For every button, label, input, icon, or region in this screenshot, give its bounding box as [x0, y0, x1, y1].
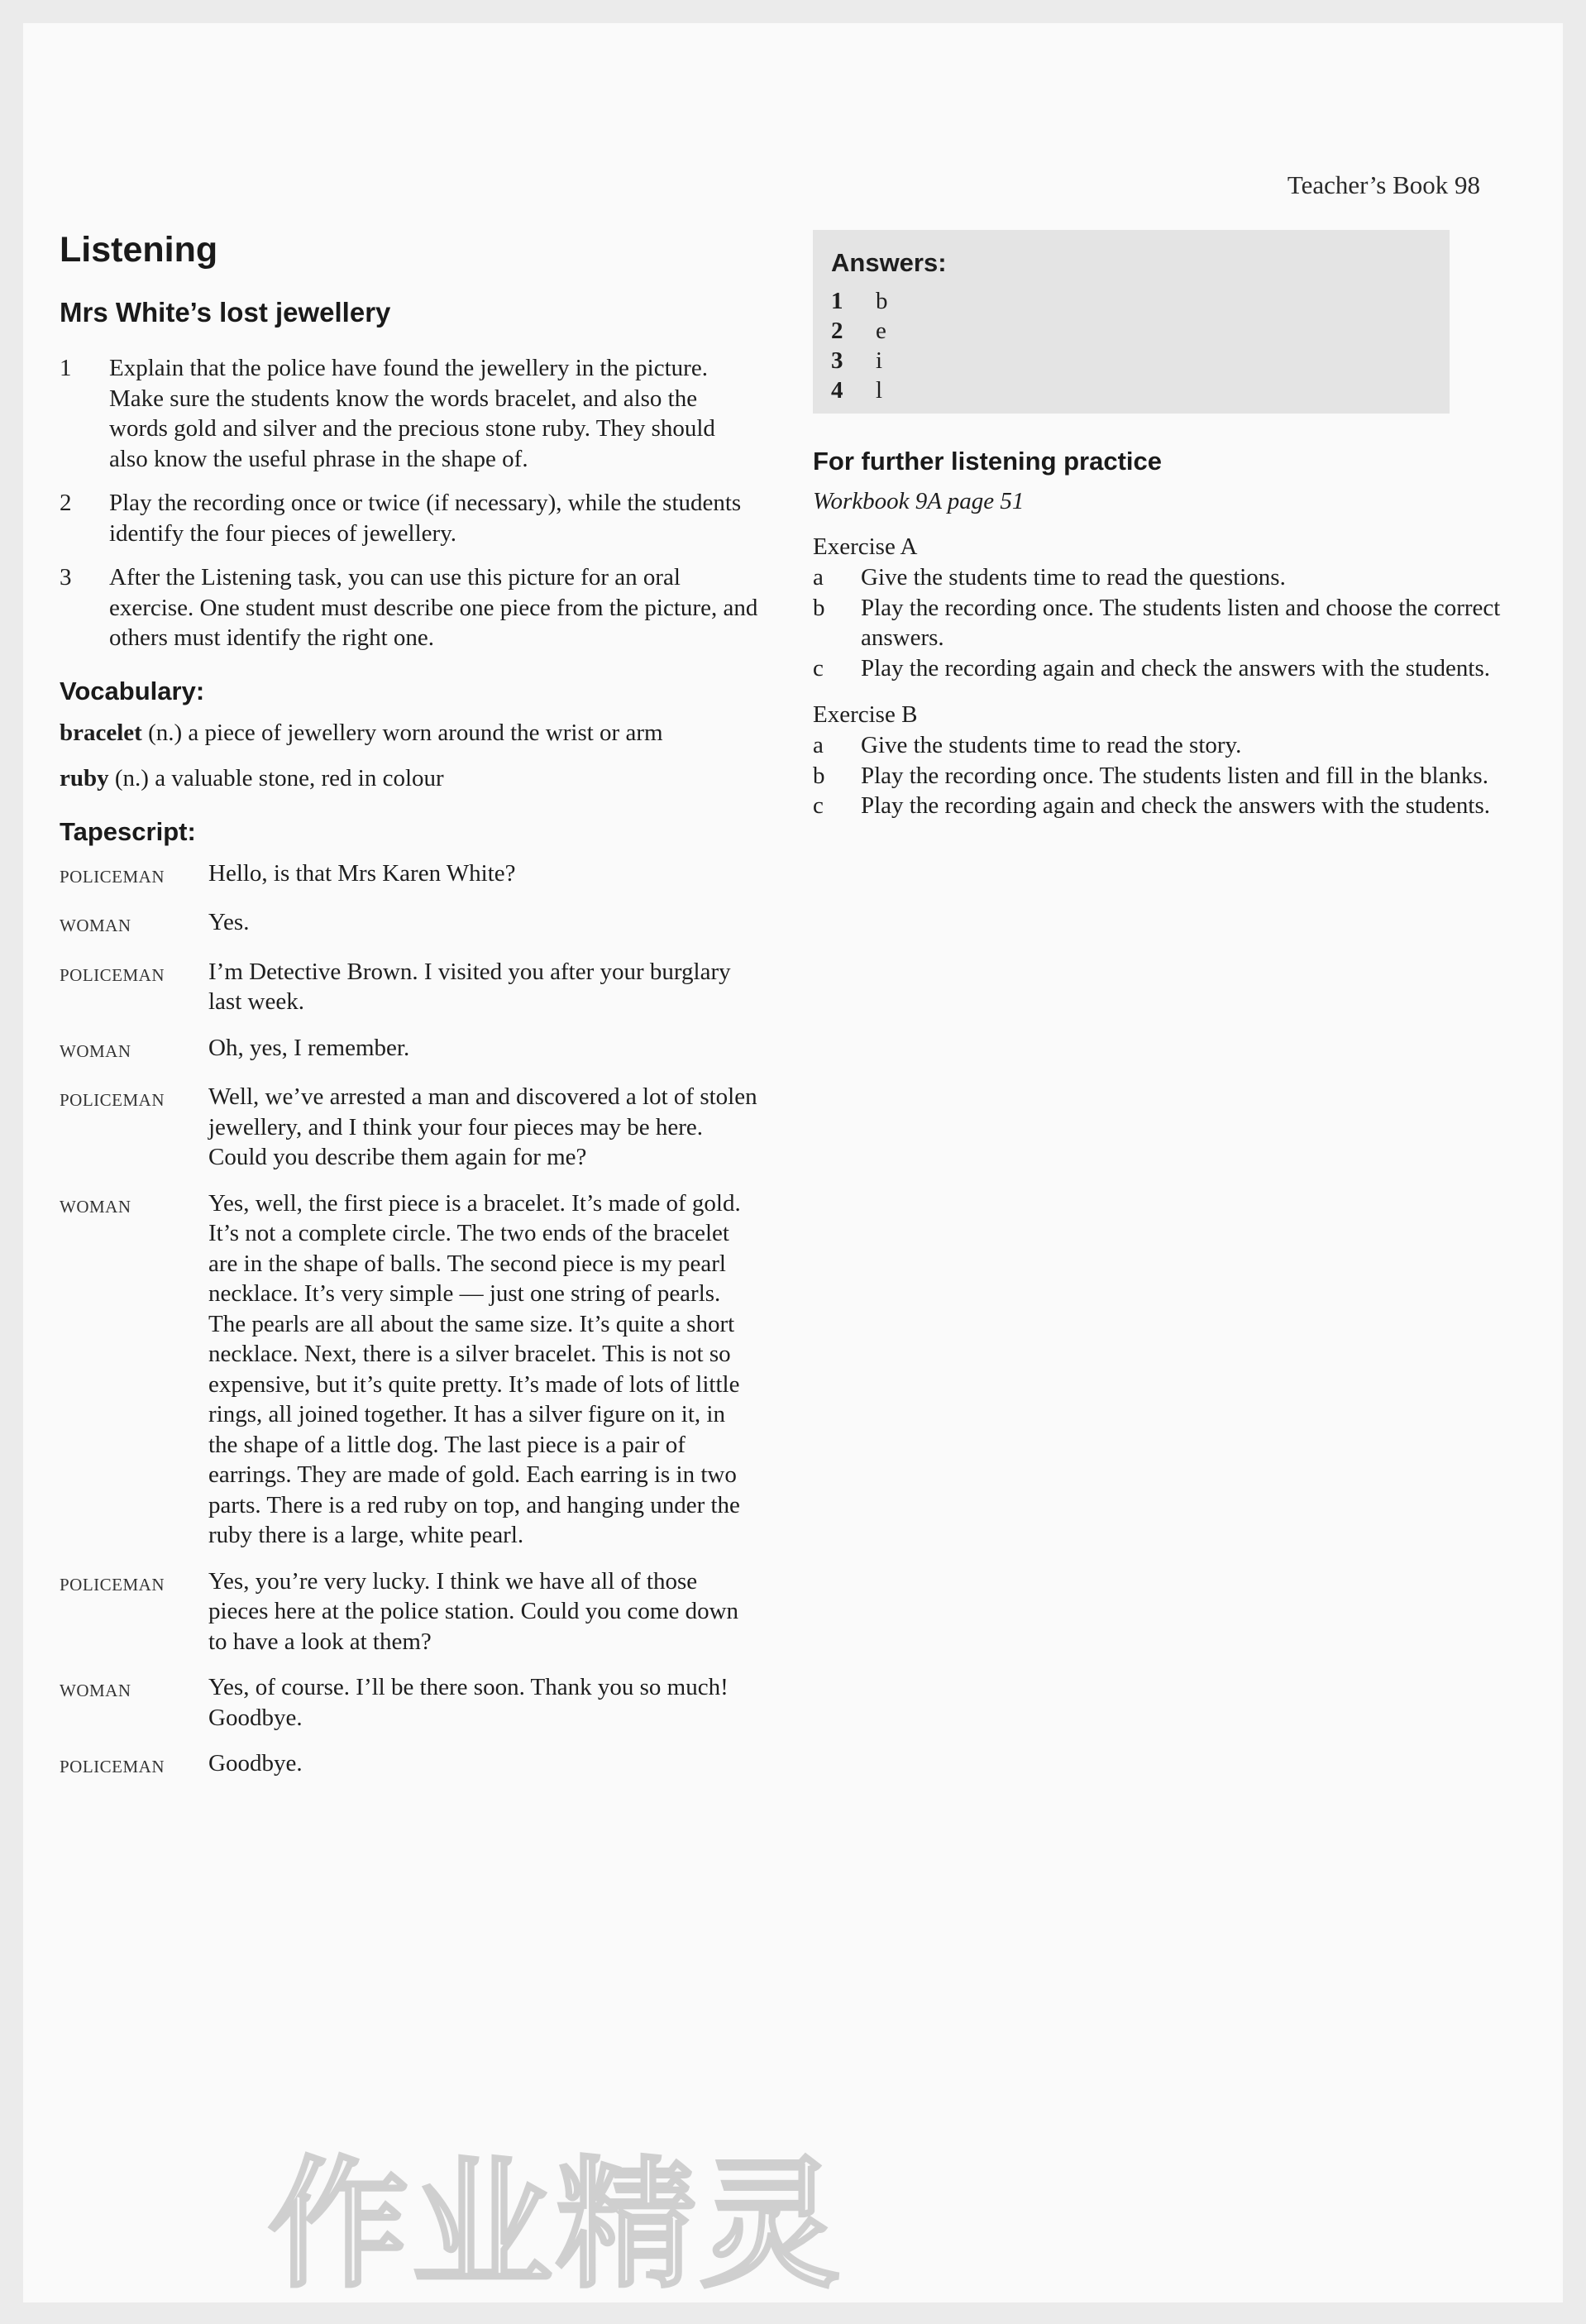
step-text: After the Listening task, you can use this picture for an oral exercise. One student must describe one piece from the picture, and others must identify the right one.: [109, 564, 758, 651]
section-subtitle: Mrs White’s lost jewellery: [60, 297, 391, 328]
page-header: Teacher’s Book 98: [1287, 170, 1480, 199]
vocab-entry: [60, 763, 758, 794]
step-number: 3: [60, 564, 72, 591]
tapescript: [60, 858, 758, 1782]
speaker-label: POLICEMAN: [60, 1090, 165, 1110]
further-practice-heading: For further listening practice: [813, 447, 1163, 476]
vocab-entry: [60, 718, 758, 748]
script-line: [60, 1672, 758, 1733]
exercise-item: [813, 791, 1503, 821]
speaker-label: WOMAN: [60, 1196, 131, 1217]
script-line: [60, 1566, 758, 1657]
answers-box: [813, 230, 1450, 414]
dialogue-text: Oh, yes, I remember.: [208, 1034, 410, 1061]
exercise-item: [813, 562, 1503, 593]
watermark: 作业精灵: [268, 2144, 844, 2307]
answer-letter: b: [876, 288, 888, 314]
tapescript-heading: Tapescript:: [60, 816, 196, 846]
vocab-word: bracelet: [60, 719, 142, 746]
step-item: [60, 488, 758, 548]
dialogue-text: Goodbye.: [208, 1750, 303, 1776]
answers-heading: Answers:: [831, 248, 947, 277]
exercise-item: [813, 653, 1503, 684]
speaker-label: POLICEMAN: [60, 1574, 165, 1595]
item-text: Give the students time to read the story.: [861, 732, 1242, 758]
answer-letter: i: [876, 347, 883, 374]
item-letter: a: [813, 732, 824, 758]
item-letter: b: [813, 594, 825, 621]
script-line: [60, 1748, 758, 1782]
speaker-label: POLICEMAN: [60, 866, 165, 887]
step-text: Explain that the police have found the jewellery in the picture. Make sure the students know the words bracelet, and also the words gold and silver and the precious stone ruby. They should also know the useful phrase in the shape of.: [109, 355, 715, 472]
script-line: [60, 957, 758, 1017]
answer-letter: e: [876, 318, 886, 344]
exercise-title: Exercise B: [813, 701, 918, 728]
speaker-label: WOMAN: [60, 1040, 131, 1061]
script-line: [60, 858, 758, 892]
vocab-definition: (n.) a piece of jewellery worn around the wrist or arm: [148, 719, 663, 746]
page: [23, 23, 1563, 2307]
answer-row: [831, 316, 1433, 346]
exercise-block: [813, 533, 1503, 683]
speaker-label: WOMAN: [60, 916, 131, 935]
speaker-label: POLICEMAN: [60, 1757, 165, 1776]
exercise-item: [813, 593, 1503, 653]
vocabulary-heading: Vocabulary:: [60, 676, 205, 705]
script-line: [60, 1188, 758, 1551]
dialogue-text: Hello, is that Mrs Karen White?: [208, 859, 516, 887]
answer-number: 4: [831, 377, 843, 404]
step-item: [60, 353, 758, 474]
answer-row: [831, 286, 1433, 316]
script-line: [60, 1082, 758, 1173]
dialogue-text: Yes, you’re very lucky. I think we have all of those pieces here at the police station. Could you come down to have a look at them?: [208, 1567, 739, 1655]
item-text: Play the recording once. The students listen and choose the correct answers.: [861, 594, 1501, 651]
item-text: Play the recording once. The students listen and fill in the blanks.: [861, 762, 1488, 789]
item-letter: c: [813, 654, 824, 681]
speaker-label: WOMAN: [60, 1681, 131, 1700]
exercise-item: [813, 761, 1503, 791]
step-item: [60, 562, 758, 653]
vocab-definition: (n.) a valuable stone, red in colour: [114, 765, 444, 791]
item-letter: b: [813, 762, 825, 789]
item-text: Give the students time to read the questions.: [861, 564, 1286, 591]
dialogue-text: Well, we’ve arrested a man and discovered a lot of stolen jewellery, and I think your four pieces may be here. Could you describe them again for me?: [208, 1083, 757, 1170]
step-number: 2: [60, 490, 72, 516]
speaker-label: POLICEMAN: [60, 964, 165, 985]
answer-number: 3: [831, 347, 843, 374]
script-line: [60, 1033, 758, 1067]
dialogue-text: I’m Detective Brown. I visited you after your burglary last week.: [208, 958, 731, 1015]
right-column: [813, 230, 1503, 839]
exercise-title: Exercise A: [813, 533, 918, 560]
item-letter: c: [813, 792, 824, 819]
workbook-reference: Workbook 9A page 51: [813, 488, 1025, 514]
vocab-word: ruby: [60, 765, 109, 791]
answer-row: [831, 375, 1433, 405]
dialogue-text: Yes, of course. I’ll be there soon. Thank you so much! Goodbye.: [208, 1674, 729, 1731]
steps-list: [60, 353, 758, 653]
step-number: 1: [60, 355, 72, 381]
dialogue-text: Yes, well, the first piece is a bracelet. It’s made of gold. It’s not a complete circle. The two ends of the bracelet are in the shape of balls. The second piece is my pearl necklace. It’s very simple — just one string of pearls. The pearls are all about the same size. It’s quite a short necklace. Next, there is a silver bracelet. This is not so expensive, but it’s quite pretty. It’s made of lots of little rings, all joined together. It has a silver figure on it, in the shape of a little dog. The last piece is a pair of earrings. They are made of gold. Each earring is in two parts. There is a red ruby on top, and hanging under the ruby there is a large, white pearl.: [208, 1189, 741, 1548]
script-line: [60, 907, 758, 941]
answer-letter: l: [876, 377, 883, 404]
item-text: Play the recording again and check the answers with the students.: [861, 792, 1491, 819]
exercise-item: [813, 730, 1503, 761]
exercise-block: [813, 701, 1503, 821]
dialogue-text: Yes.: [208, 909, 250, 935]
item-text: Play the recording again and check the answers with the students.: [861, 654, 1491, 681]
item-letter: a: [813, 564, 824, 591]
answer-row: [831, 346, 1433, 375]
section-title: Listening: [60, 230, 218, 270]
left-column: [60, 230, 758, 1798]
step-text: Play the recording once or twice (if necessary), while the students identify the four pieces of jewellery.: [109, 490, 742, 547]
answer-number: 1: [831, 288, 843, 314]
answer-number: 2: [831, 318, 843, 344]
